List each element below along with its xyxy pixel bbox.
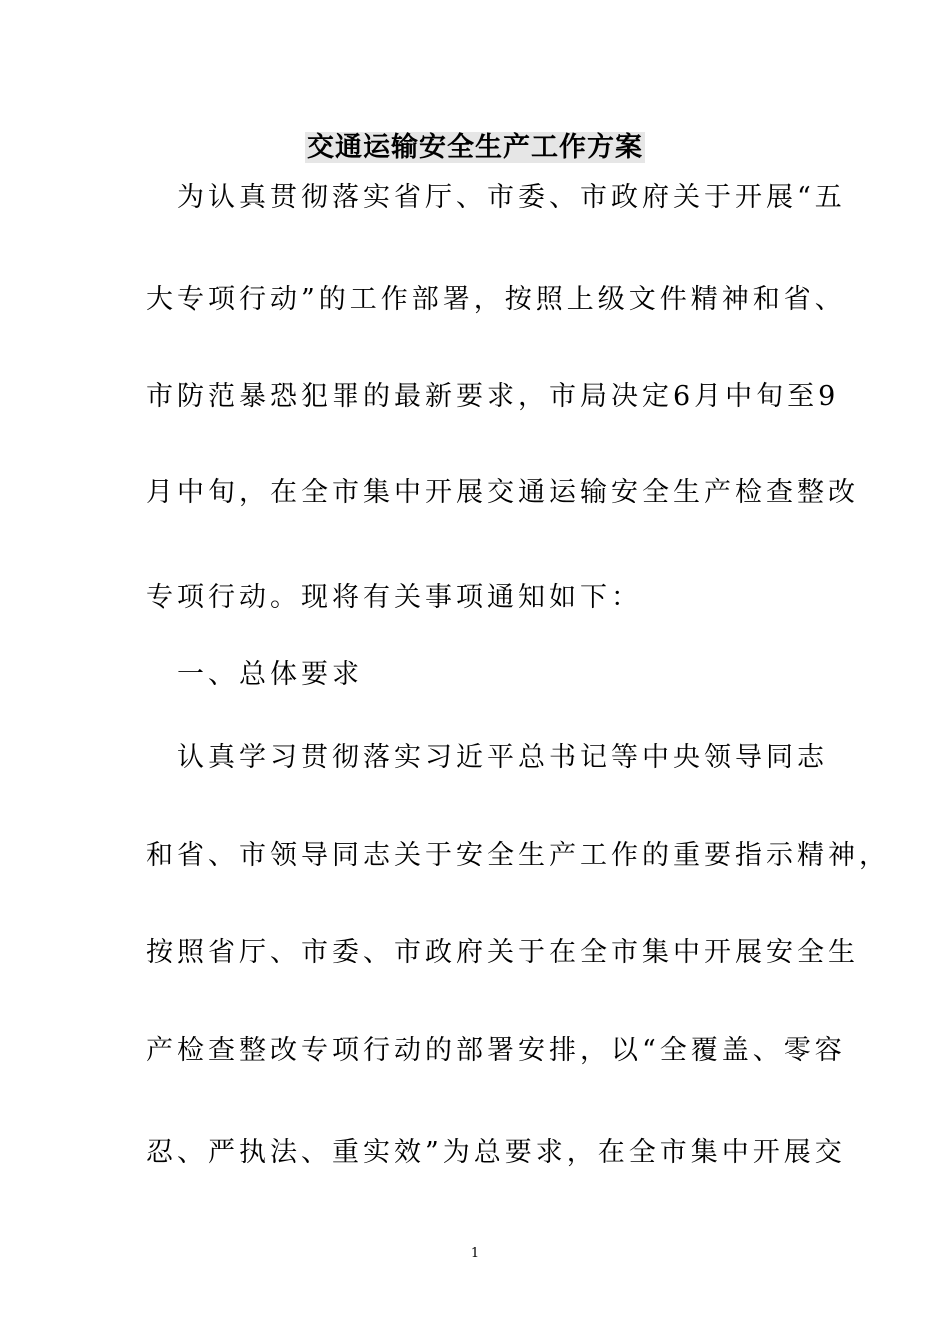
body-text-line: 和省、市领导同志关于安全生产工作的重要指示精神， [146, 840, 890, 871]
body-text-line: 认真学习贯彻落实习近平总书记等中央领导同志 [146, 742, 828, 773]
body-text-line: 市防范暴恐犯罪的最新要求，市局决定6月中旬至9 [146, 381, 840, 412]
body-text-line: 按照省厅、市委、市政府关于在全市集中开展安全生 [146, 937, 859, 968]
body-text-line: 产检查整改专项行动的部署安排，以“全覆盖、零容 [146, 1035, 846, 1066]
body-text-line: 忍、严执法、重实效”为总要求，在全市集中开展交 [146, 1137, 846, 1168]
document-title [0, 128, 950, 168]
body-text-line: 大专项行动”的工作部署，按照上级文件精神和省、 [146, 284, 846, 315]
section-heading: 一、总体要求 [146, 659, 363, 690]
body-text-line: 月中旬，在全市集中开展交通运输安全生产检查整改 [146, 477, 859, 508]
body-text-line: 为认真贯彻落实省厅、市委、市政府关于开展“五 [146, 182, 846, 213]
body-text-line: 专项行动。现将有关事项通知如下： [146, 582, 642, 613]
page-number: 1 [470, 1246, 480, 1261]
document-title-text: 交通运输安全生产工作方案 [307, 132, 643, 163]
